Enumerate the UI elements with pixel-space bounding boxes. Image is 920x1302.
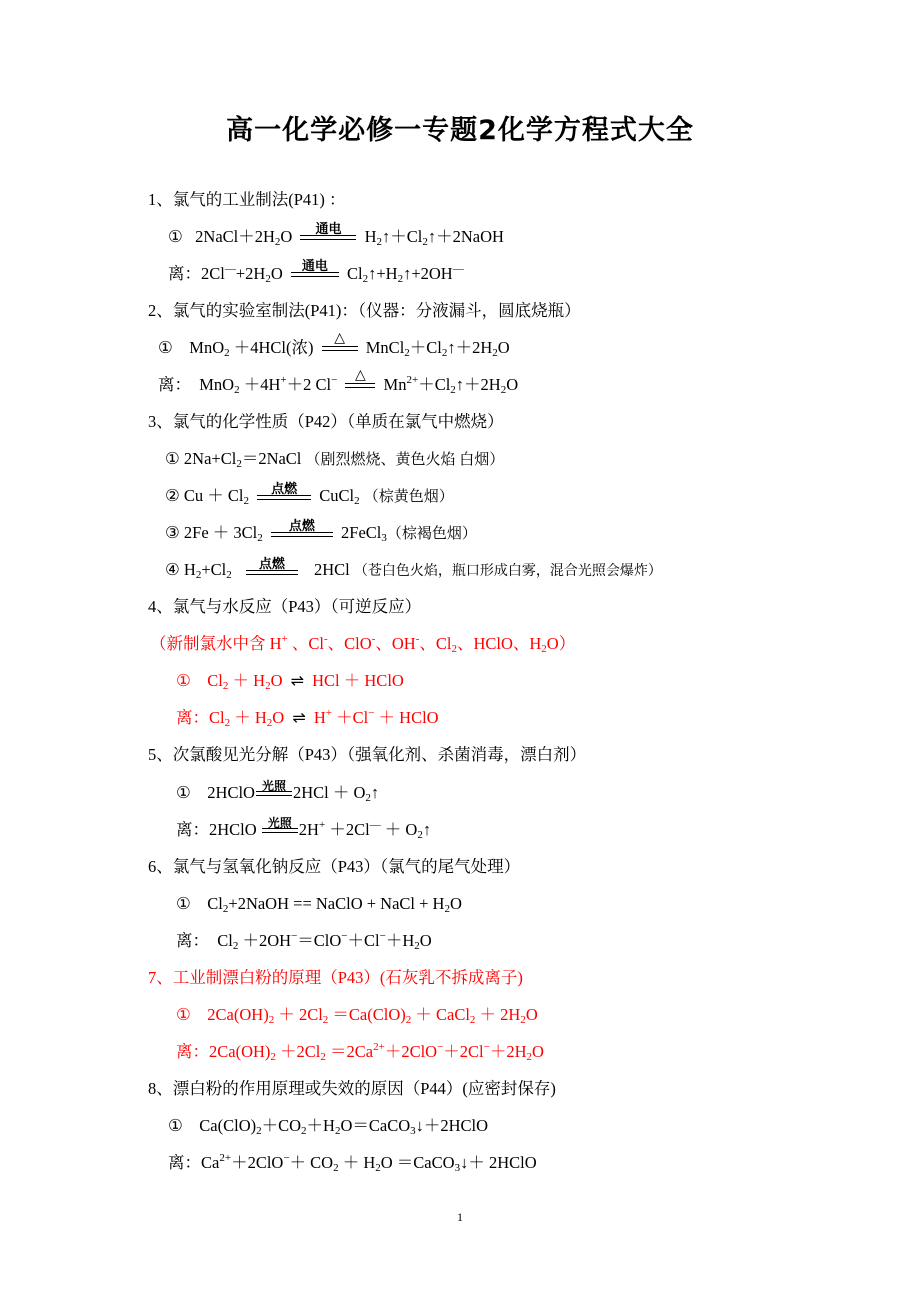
page-title: 高一化学必修一专题2化学方程式大全 [226,115,694,146]
section-6-heading: 6、氯气与氢氧化钠反应（P43）（氯气的尾气处理） [148,857,521,876]
section-6-ionic-equation: 离： $Cl_2 +2OH^-=ClO^-+Cl^-+H_2O$ [176,930,432,952]
reversible-arrow-icon: ⇌ [292,708,306,727]
section-1-equation: ① $2NaCl+2H_2O$ 通电 $H_2↑+Cl_2↑+2NaOH$ [168,222,504,248]
section-3-reaction-1: ① $2Na+Cl_2=2NaCl$ （剧烈燃烧、黄色火焰 白烟） [165,449,505,470]
section-5-ionic-equation: 离：2HClO 光照 $2H^+ +2Cl^— + O_2↑$ [176,816,432,841]
ignition-condition: 点燃 [246,561,298,583]
section-7-equation: ① $2Ca(OH)_2 + 2Cl_2 =Ca(ClO)_2$ ＋ CaCl$_2$ ＋ $2H_2O$ [176,1005,538,1026]
light-condition: 光照 [256,782,292,804]
ignition-condition: 点燃 [257,486,311,508]
electrolysis-condition: 通电 [300,226,356,248]
section-7-ionic-equation: 离：$2Ca(OH)_2 +2Cl_2 =2Ca^{2+}+2ClO^-+2Cl^-+2H_2O$ [176,1041,544,1063]
heat-condition: △ [322,337,358,359]
page-number: 1 [457,1210,463,1224]
section-3-reaction-4: ④ $H_2+Cl_2$ 点燃 2HCl （苍白色火焰，瓶口形成白雾，混合光照会爆炸） [165,557,662,581]
heat-condition: △ [345,374,375,396]
section-3-reaction-2: ② $Cu + Cl_2$ 点燃 CuCl$_2$ （棕黄色烟） [165,482,454,507]
section-1-heading: 1、氯气的工业制法(P41) ： [148,190,346,209]
electrolysis-condition: 通电 [291,263,339,285]
section-8-equation: ① $Ca(ClO)_2+CO_2+H_2O=CaCO_3↓+2HClO$ [168,1116,489,1137]
section-5-equation: ① 2HClO 光照 $2HCl + O_2↑$ [176,779,380,804]
section-3-reaction-3: ③ $2Fe + 3Cl_2$ 点燃 2FeCl$_3$（棕褐色烟） [165,519,477,544]
section-4-ionic-equation: 离：$Cl_2 + H_2O$ ⇌ H+ ＋Cl− ＋ HClO [176,707,439,729]
section-7-heading: 7、工业制漂白粉的原理（P43）(石灰乳不拆成离子) [148,968,523,987]
section-4-equation: ① $Cl_2 + H_2O$ ⇌ HCl ＋ HClO [176,671,404,692]
ignition-condition: 点燃 [271,523,333,545]
section-5-heading: 5、次氯酸见光分解（P43）（强氧化剂、杀菌消毒，漂白剂） [148,745,587,764]
section-2-heading: 2、氯气的实验室制法(P41)：（仪器：分液漏斗，圆底烧瓶） [148,301,581,320]
section-3-heading: 3、氯气的化学性质（P42）（单质在氯气中燃烧） [148,412,504,431]
section-2-equation: ① MnO$_2$ ＋4HCl(浓) △ $MnCl_2+Cl_2↑+2H_2O$ [158,330,510,359]
section-8-ionic-equation: 离：$Ca^{2+}+2ClO^-+ CO_2 + H_2O$ ＝CaCO$_3$↓＋ 2HClO [168,1152,537,1174]
reversible-arrow-icon: ⇌ [290,671,305,690]
section-1-ionic-equation: 离：$2Cl^—+2H_2O$ 通电 $Cl_2↑+H_2↑+2OH^—$ [168,259,464,285]
section-4-heading: 4、氯气与水反应（P43）（可逆反应） [148,597,422,616]
light-condition: 光照 [262,819,298,841]
section-8-heading: 8、漂白粉的作用原理或失效的原因（P44）(应密封保存) [148,1079,556,1098]
section-6-equation: ① $Cl_2+2NaOH$ == NaClO + NaCl + $H_2O$ [176,894,462,915]
section-4-species-note: （新制氯水中含 H+ 、Cl-、ClO-、OH-、$Cl_2$、HClO、$H_2O$） [150,633,576,655]
section-2-ionic-equation: 离： MnO$_2$ ＋4H+＋2 Cl− △ $Mn^{2+}+Cl_2↑+2H_2O$ [158,367,519,396]
